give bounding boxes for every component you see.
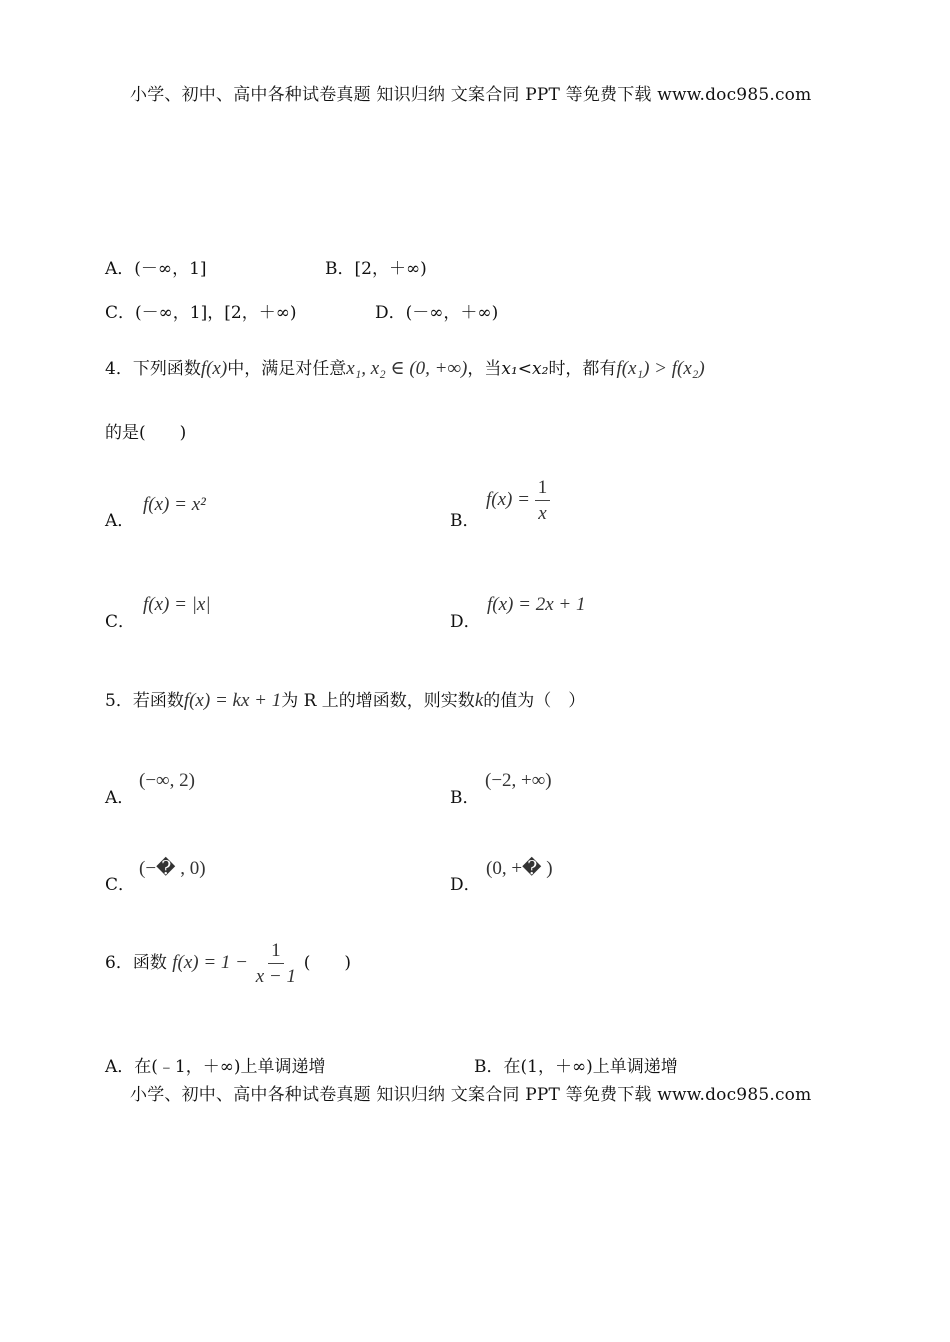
q5-option-a-label: A． [105, 788, 135, 808]
q5-text-pre: 若函数 [132, 691, 184, 711]
q5-stem [105, 686, 585, 712]
option-text: [2，＋∞) [354, 259, 427, 279]
q3-option-d [375, 298, 498, 323]
q4-option-c-expr: f(x) = |x| [143, 594, 211, 615]
q4-option-a-expr: f(x) = x² [143, 494, 206, 515]
q4-option-a-label: A． [105, 511, 135, 531]
option-label: A． [105, 1057, 135, 1077]
q4-stem [105, 354, 705, 380]
option-lhs: f(x) = [486, 488, 530, 510]
option-text: (－∞，1]，[2，＋∞) [135, 303, 297, 323]
q6-lhs: f(x) = 1 − [172, 951, 248, 973]
q5-option-c-expr: (−� , 0) [139, 858, 206, 879]
question-number: 5． [105, 691, 133, 711]
q5-option-b-expr: (−2, +∞) [485, 770, 552, 791]
q4-condition: x₁, x₂ ∈ (0, +∞) [346, 358, 468, 379]
question-number: 4． [105, 359, 133, 379]
q5-text-mid: 为 R 上的增函数，则实数 [281, 691, 475, 711]
q3-option-a [105, 254, 207, 279]
q4-text-mid2: ，当 [467, 359, 502, 379]
q5-option-c-label: C． [105, 875, 136, 895]
q3-option-c [105, 298, 297, 323]
q6-option-a [105, 1052, 326, 1077]
denominator: x [538, 503, 547, 524]
q5-var: k [474, 690, 484, 711]
q4-text-mid1: 中，满足对任意 [227, 359, 347, 379]
fraction [535, 478, 551, 523]
q6-text-tail: ( ) [303, 952, 352, 973]
q4-option-c-label: C． [105, 612, 136, 632]
q6-stem [105, 941, 351, 986]
page-header: 小学、初中、高中各种试卷真题 知识归纳 文案合同 PPT 等免费下载 www.doc985.com [130, 85, 812, 105]
denominator: x − 1 [255, 966, 297, 987]
q4-inequality: x₁<x₂ [501, 359, 549, 379]
q5-text-tail: 的值为（ ） [483, 691, 586, 711]
numerator: 1 [535, 478, 551, 501]
option-label: A． [105, 259, 135, 279]
q4-option-d-expr: f(x) = 2x + 1 [487, 594, 586, 615]
question-number: 6． [105, 952, 133, 973]
q6-option-b [474, 1052, 678, 1077]
option-text: (－∞，＋∞) [405, 303, 499, 323]
q6-text-pre: 函数 [132, 952, 167, 973]
q5-option-d-label: D． [450, 875, 481, 895]
q4-fx: f(x) [200, 358, 228, 379]
option-label: C． [105, 303, 136, 323]
option-label: D． [375, 303, 406, 323]
option-text: (－∞，1] [134, 259, 207, 279]
q4-option-b-expr [486, 478, 550, 523]
q5-option-a-expr: (−∞, 2) [139, 770, 195, 791]
fraction [253, 941, 299, 986]
page-footer: 小学、初中、高中各种试卷真题 知识归纳 文案合同 PPT 等免费下载 www.doc985.com [130, 1085, 812, 1105]
option-text: 在(﹣1，＋∞)上单调递增 [134, 1057, 326, 1077]
option-text: 在(1，＋∞)上单调递增 [503, 1057, 678, 1077]
option-label: B． [325, 259, 355, 279]
q4-result: f(x₁) > f(x₂) [616, 358, 705, 379]
q5-option-b-label: B． [450, 788, 480, 808]
q4-option-b-label: B． [450, 511, 480, 531]
q4-text-pre: 下列函数 [132, 359, 201, 379]
q5-option-d-expr: (0, +� ) [486, 858, 553, 879]
q6-expr [172, 940, 304, 987]
option-label: B． [474, 1057, 504, 1077]
q4-tail: 的是( ) [105, 423, 187, 443]
q5-expr: f(x) = kx + 1 [183, 690, 282, 711]
q3-option-b [325, 254, 427, 279]
numerator: 1 [268, 941, 284, 964]
q4-option-d-label: D． [450, 612, 481, 632]
q4-text-mid3: 时，都有 [548, 359, 617, 379]
